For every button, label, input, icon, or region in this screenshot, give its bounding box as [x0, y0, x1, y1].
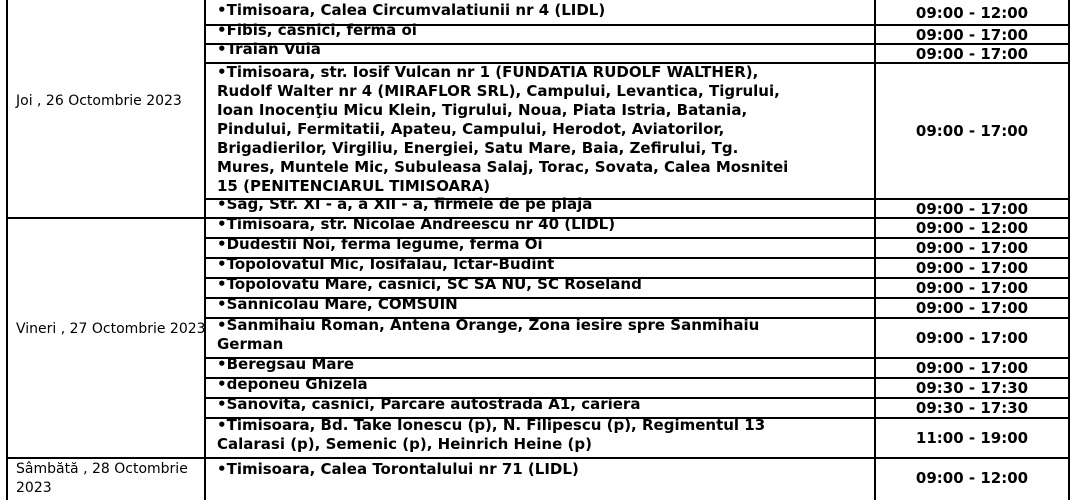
table-column-border	[204, 0, 206, 500]
time-interval-cell: 09:00 - 12:00	[915, 219, 1029, 237]
location-cell: •Beregsau Mare	[217, 355, 355, 373]
location-cell: •Sag, Str. XI - a, a XII - a, firmele de pe plaja	[217, 195, 593, 213]
location-cell: •Topolovatu Mare, casnici, SC SA NU, SC Roseland	[217, 275, 642, 293]
time-interval-cell: 09:00 - 17:00	[915, 199, 1029, 218]
table-column-border	[874, 0, 876, 500]
time-interval-cell: 09:00 - 17:00	[915, 122, 1029, 140]
time-interval-cell: 09:00 - 12:00	[915, 4, 1029, 22]
time-interval-cell: 09:30 - 17:30	[915, 379, 1029, 397]
location-cell: •Dudestii Noi, ferma legume, ferma Oi	[217, 235, 543, 253]
location-cell: •Fibis, casnici, ferma oi	[217, 21, 417, 39]
table-column-border	[1068, 0, 1070, 500]
time-interval-cell: 09:00 - 17:00	[915, 25, 1029, 44]
day-label: Vineri , 27 Octombrie 2023	[16, 321, 206, 337]
day-label: Joi , 26 Octombrie 2023	[16, 93, 182, 109]
time-interval-cell: 09:30 - 17:30	[915, 399, 1029, 417]
location-cell: •Topolovatul Mic, Iosifalau, Ictar-Budint	[217, 255, 555, 273]
time-interval-cell: 09:00 - 17:00	[915, 299, 1029, 317]
location-cell: •Timisoara, Calea Circumvalatiunii nr 4 (LIDL)	[217, 1, 606, 19]
location-cell: •Timisoara, str. Nicolae Andreescu nr 40 (LIDL)	[217, 215, 616, 233]
location-cell: •Sanovita, casnici, Parcare autostrada A1, cariera	[217, 395, 641, 413]
time-interval-cell: 09:00 - 12:00	[915, 468, 1029, 487]
time-interval-cell: 09:00 - 17:00	[915, 44, 1029, 63]
table-column-border	[6, 0, 8, 500]
time-interval-cell: 09:00 - 17:00	[915, 279, 1029, 297]
location-cell: •Sannicolau Mare, COMSUIN	[217, 295, 458, 313]
time-interval-cell: 09:00 - 17:00	[915, 259, 1029, 277]
location-cell: •Traian Vuia	[217, 40, 321, 58]
location-cell: •Sanmihaiu Roman, Antena Orange, Zona iesire spre Sanmihaiu German	[217, 316, 760, 353]
time-interval-cell: 09:00 - 17:00	[915, 239, 1029, 257]
location-cell: •Timisoara, Calea Torontalului nr 71 (LIDL)	[217, 460, 579, 478]
time-interval-cell: 11:00 - 19:00	[915, 429, 1029, 447]
location-cell: •Timisoara, Bd. Take Ionescu (p), N. Filipescu (p), Regimentul 13 Calarasi (p), Semenic (p), Heinrich Heine (p)	[217, 416, 766, 453]
location-cell: •Timisoara, str. Iosif Vulcan nr 1 (FUNDATIA RUDOLF WALTHER), Rudolf Walter nr 4 (MIRAFLOR SRL), Campului, Levantica, Tigrului, Ioan Inocenţiu Micu Klein, Tigrului, Noua, Piata Istria, Batania, Pindului, Fermitatii, Apateu, Campului, Herodot, Aviatorilor, Brigadierilor, Virgiliu, Energiei, Satu Mare, Baia, Zefirului, Tg. Mures, Muntele Mic, Subuleasa Salaj, Torac, Sovata, Calea Mosnitei 15 (PENITENCIARUL TIMISOARA)	[217, 63, 789, 195]
day-label: Sâmbătă , 28 Octombrie 2023	[16, 461, 188, 496]
time-interval-cell: 09:00 - 17:00	[915, 359, 1029, 377]
time-interval-cell: 09:00 - 17:00	[915, 329, 1029, 347]
location-cell: •deponeu Ghizela	[217, 375, 368, 393]
